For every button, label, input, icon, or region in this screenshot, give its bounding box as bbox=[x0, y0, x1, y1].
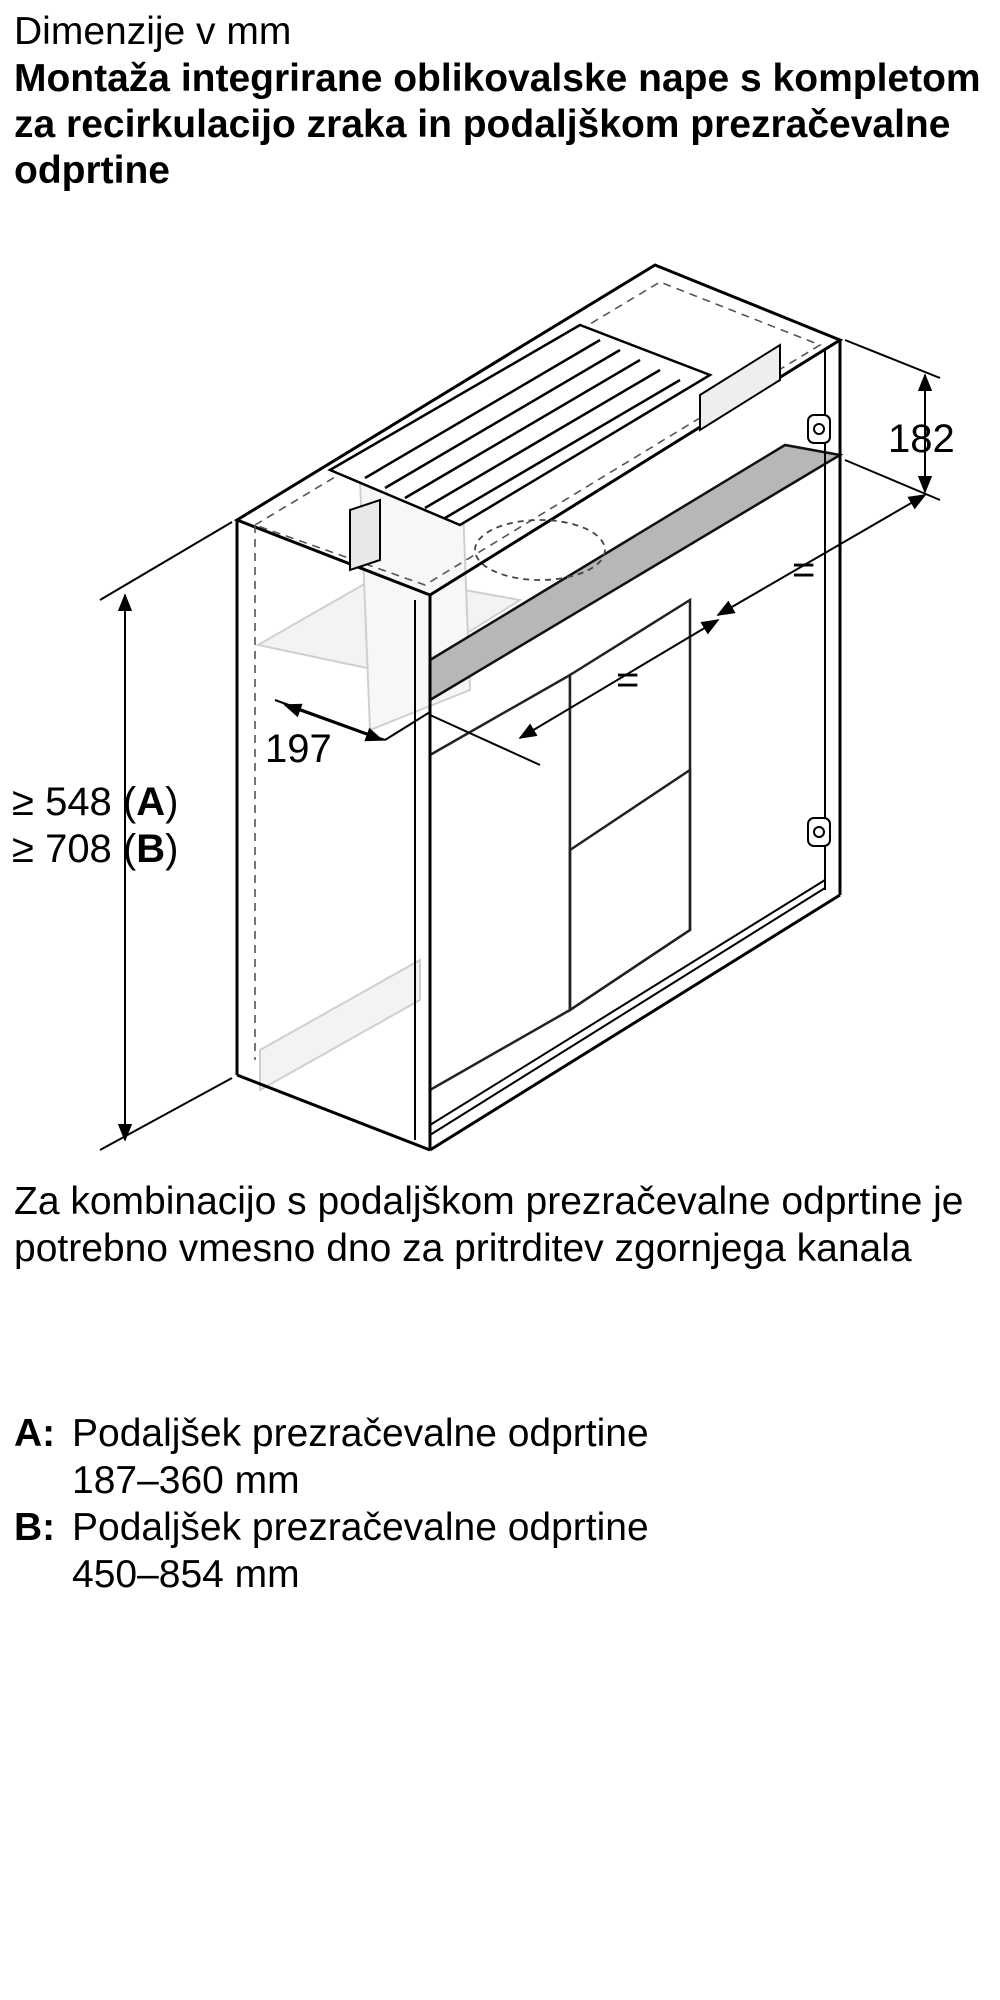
cabinet-diagram bbox=[0, 250, 1000, 1170]
legend-item-a bbox=[14, 1410, 994, 1504]
dimension-197-label: 197 bbox=[265, 727, 332, 771]
legend-text: Podaljšek prezračevalne odprtine bbox=[72, 1506, 649, 1549]
legend-key: B: bbox=[14, 1506, 56, 1549]
page-subtitle: Dimenzije v mm bbox=[14, 10, 292, 53]
installation-note: Za kombinacijo s podaljškom prezračevalne odprtine je potrebno vmesno dno za pritrditev zgornjega kanala bbox=[14, 1180, 964, 1270]
hinge-icon bbox=[808, 415, 830, 846]
page-title: Montaža integrirane oblikovalske nape s kompletom za recirkulacijo zraka in podaljškom prezračevalne odprtine bbox=[14, 57, 981, 192]
equal-sign-upper: = bbox=[792, 548, 816, 592]
legend-item-b bbox=[14, 1504, 994, 1598]
legend-range: 187–360 mm bbox=[72, 1459, 300, 1502]
legend-text: Podaljšek prezračevalne odprtine bbox=[72, 1412, 649, 1455]
legend-range: 450–854 mm bbox=[72, 1553, 300, 1596]
dimension-182-label: 182 bbox=[888, 417, 955, 461]
dimension-min-height-a: ≥ 548 (A) bbox=[12, 780, 179, 824]
legend-key: A: bbox=[14, 1412, 56, 1455]
equal-sign-lower: = bbox=[616, 658, 640, 702]
header bbox=[14, 8, 994, 194]
legend bbox=[14, 1410, 994, 1598]
dimension-min-height-b: ≥ 708 (B) bbox=[12, 827, 179, 871]
